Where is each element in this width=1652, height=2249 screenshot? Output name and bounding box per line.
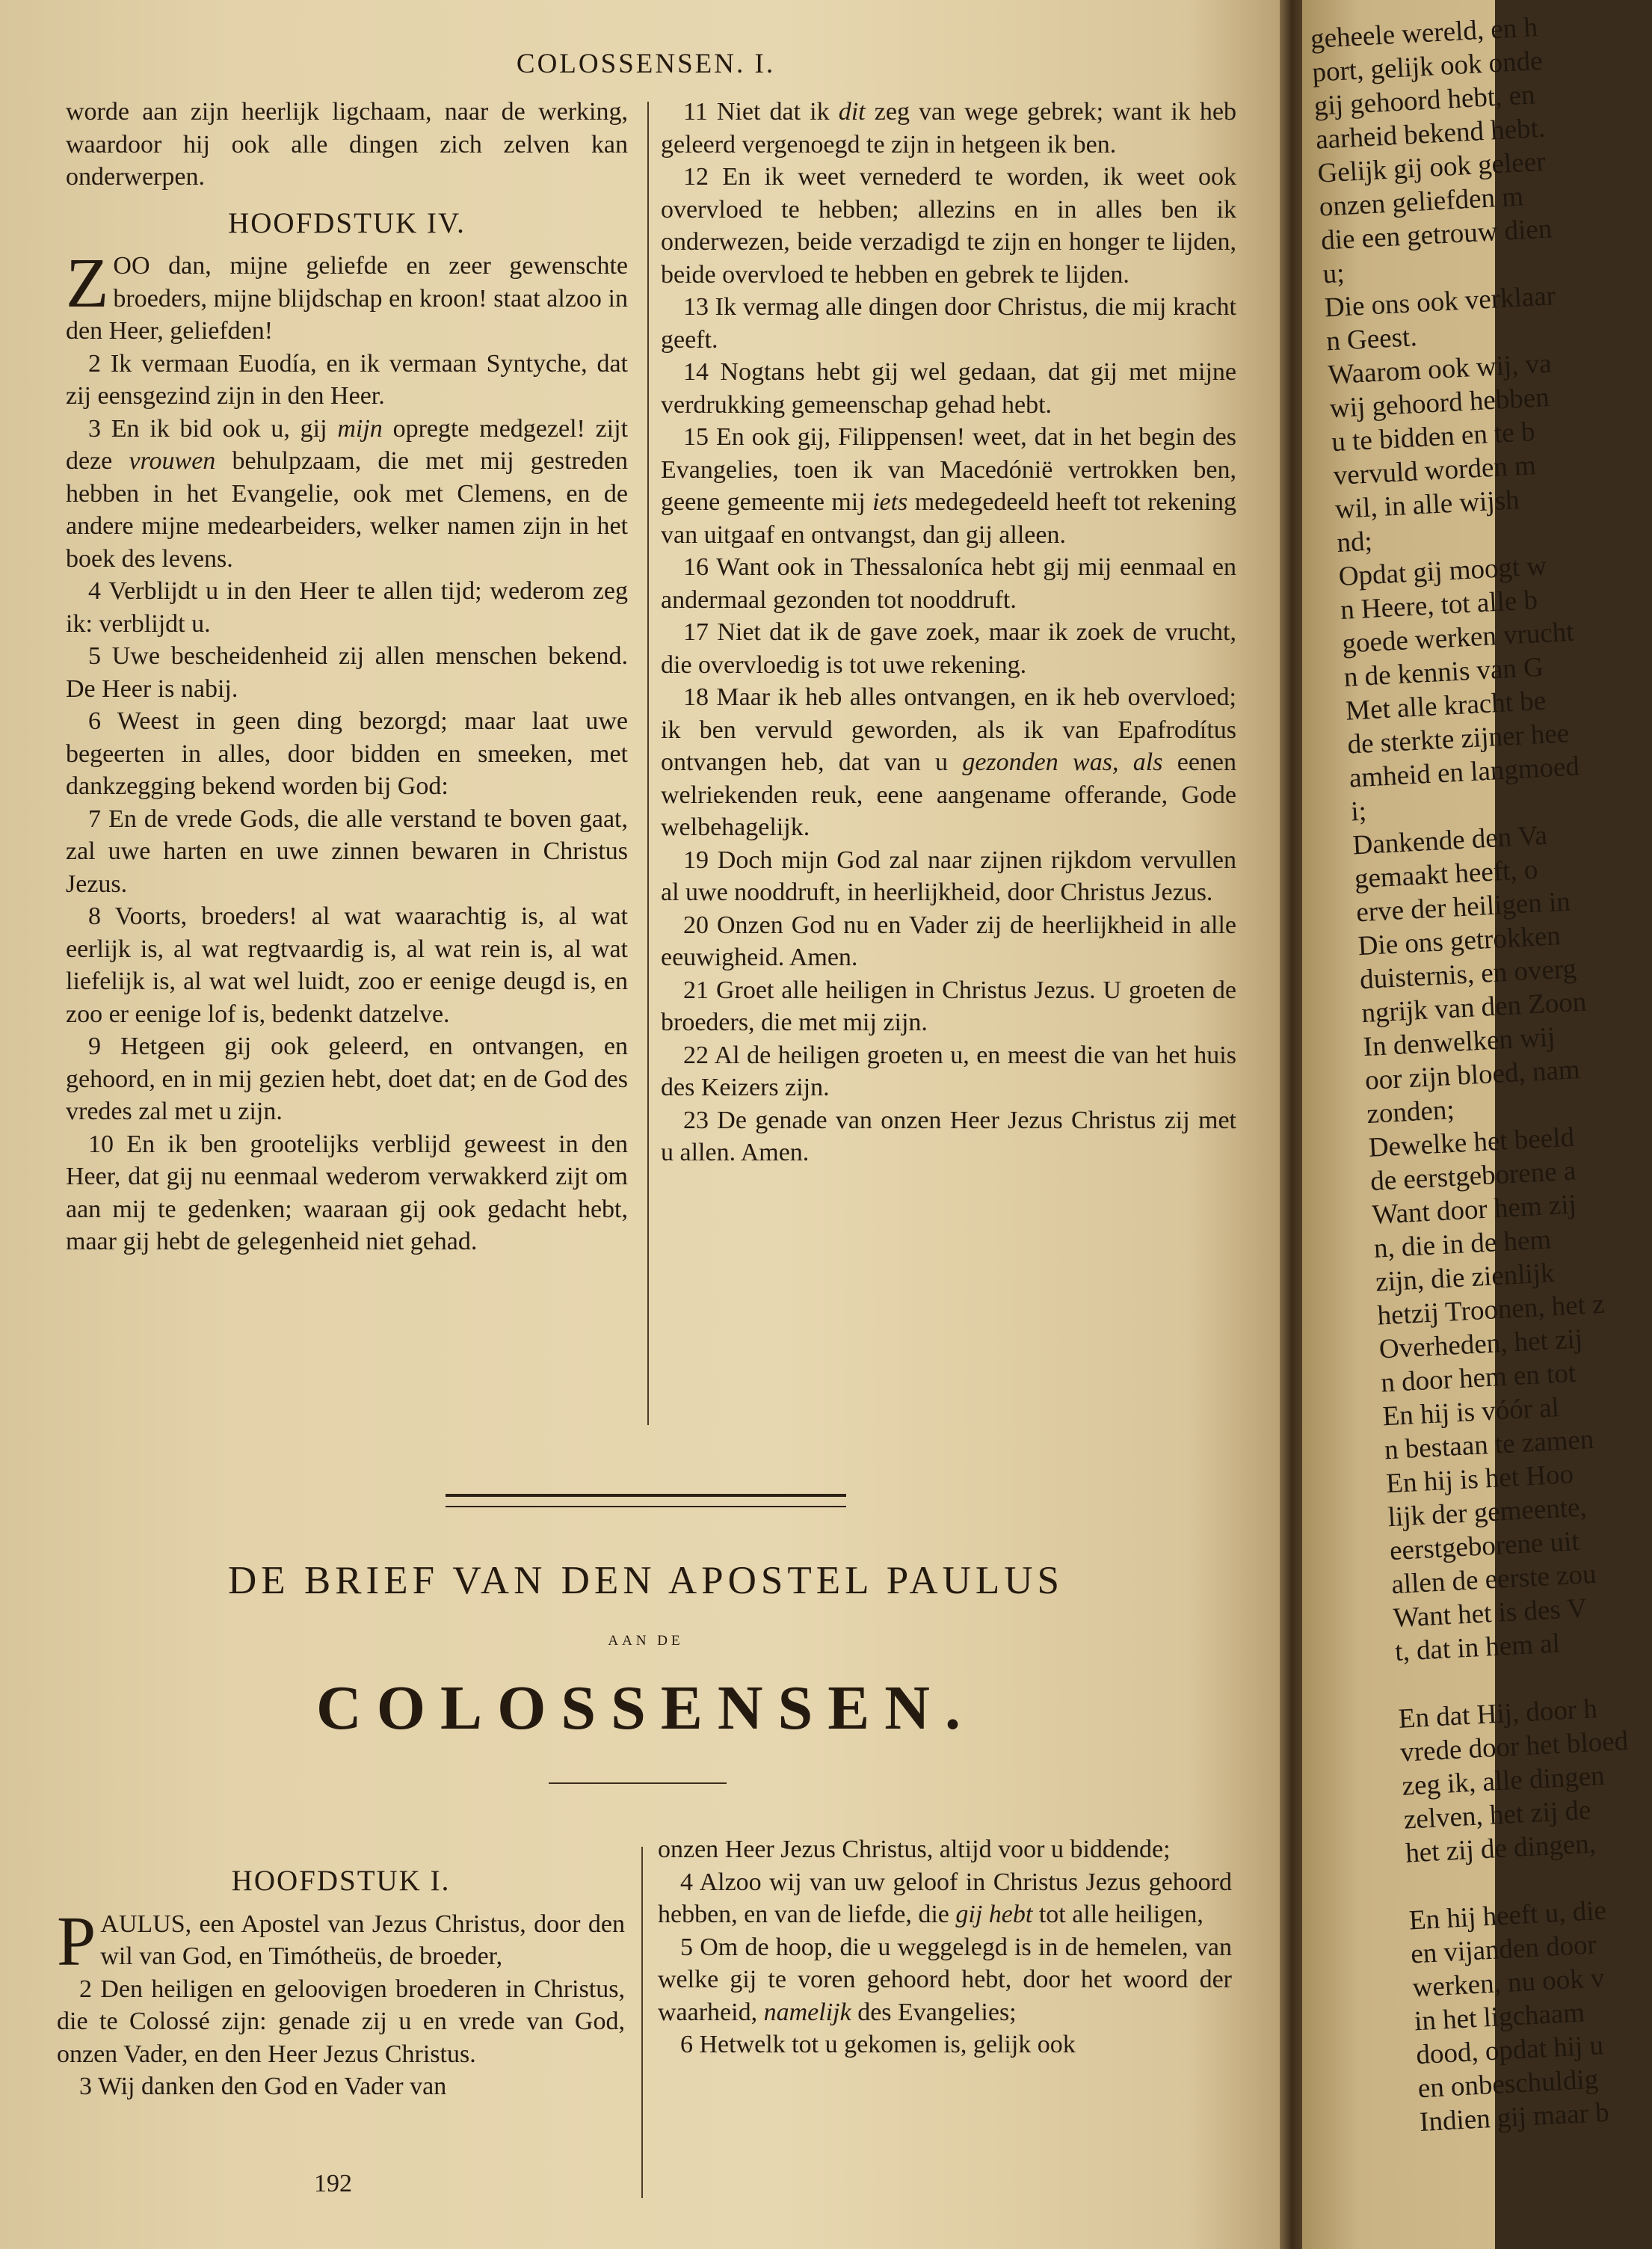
verse-text: eenen welriekenden reuk, eene aangename offerande, Gode welbehagelijk. <box>661 748 1237 841</box>
facing-page-line: vervuld worden m <box>1332 449 1537 492</box>
column-bottom-right <box>658 1833 1232 2207</box>
facing-page-line: gemaakt heeft, o <box>1353 854 1539 895</box>
italic-word: gij hebt <box>955 1901 1033 1928</box>
facing-page-line: allen de eerste zou <box>1390 1558 1597 1601</box>
facing-page-line: het zij de dingen, <box>1405 1828 1597 1869</box>
verse-20: 20 Onzen God nu en Vader zij de heerlijkheid in alle eeuwigheid. Amen. <box>661 911 1236 971</box>
epistle-title-aan: AAN DE <box>608 1633 684 1649</box>
facing-page-line: duisternis, en overg <box>1359 953 1577 996</box>
facing-page-line: vrede door het bloed <box>1399 1725 1630 1768</box>
verse-1 <box>57 1902 625 1981</box>
verse-5: 5 Uwe bescheidenheid zij allen menschen bekend. De Heer is nabij. <box>66 642 628 703</box>
facing-page-line: nd; <box>1336 526 1373 559</box>
running-head: COLOSSENSEN. I. <box>516 49 776 79</box>
facing-page-line: hetzij Troonen, het z <box>1376 1288 1606 1332</box>
italic-word: dit <box>838 98 866 126</box>
verse-13: 13 Ik vermag alle dingen door Christus, die mij kracht geeft. <box>661 293 1236 354</box>
verse-18 <box>661 681 1236 844</box>
facing-page-line: n Heere, tot alle b <box>1340 585 1538 626</box>
verse-text: 5 Om de hoop, die u weggelegd is in de hemelen, van welke gij te voren gehoord hebt, door het woord der waarheid, <box>658 1933 1232 2026</box>
verse-12: 12 En ik weet vernederd te worden, ik weet ook overvloed te hebben; allezins en in alles ben ik onderwezen, beide verzadigd te zijn en honger te lijden, beide overvloed te hebben en gebrek te lijden. <box>661 163 1236 289</box>
facing-page-line: Met alle kracht be <box>1345 685 1547 727</box>
facing-page <box>1302 0 1630 2249</box>
verse-7: 7 En de vrede Gods, die alle verstand te boven gaat, zal uwe harten en uwe zinnen bewaren in Christus Jezus. <box>66 804 628 898</box>
verse-23: 23 De genade van onzen Heer Jezus Christus zij met u allen. Amen. <box>661 1106 1236 1166</box>
column-top-right <box>661 96 1236 1434</box>
facing-page-line: eerstgeborene uit <box>1389 1525 1580 1567</box>
facing-page-line: werken, nu ook v <box>1411 1962 1606 2004</box>
verse-text: 11 Niet dat ik <box>683 98 830 126</box>
verse-text: 18 Maar ik heb alles ontvangen, en ik heb overvloed; ik ben vervuld geworden, als ik van Epafrodítus ontvangen heb, dat van u <box>661 683 1236 776</box>
verse-continuation: onzen Heer Jezus Christus, altijd voor u biddende; <box>658 1836 1171 1863</box>
verse-22: 22 Al de heiligen groeten u, en meest die van het huis des Keizers zijn. <box>661 1041 1236 1101</box>
verse-6: 6 Hetwelk tot u gekomen is, gelijk ook <box>680 2031 1076 2058</box>
verse-text: opregte medgezel! zijt deze <box>66 414 629 475</box>
verse-text: 15 En ook gij, Filippensen! weet, dat in het begin des Evangelies, toen ik van Macedónië vertrokken ben, geene gemeente mij <box>661 423 1236 516</box>
facing-page-line: amheid en langmoed <box>1348 751 1580 794</box>
facing-page-line: port, gelijk ook onde <box>1311 45 1544 88</box>
italic-word: als <box>1132 748 1163 776</box>
column-divider <box>641 1847 643 2198</box>
verse-2: 2 Den heiligen en geloovigen broederen in Christus, die te Colossé zijn: genade zij u en vrede van God, onzen Vader, en den Heer Jezus Christus. <box>57 1975 625 2068</box>
facing-page-line: onzen geliefden m <box>1318 181 1524 223</box>
verse-11 <box>661 96 1236 161</box>
facing-page-line: En hij heeft u, die <box>1408 1895 1607 1936</box>
facing-page-text <box>1310 10 1645 2139</box>
italic-word: vrouwen <box>129 447 216 475</box>
facing-page-line: Want door hem zij <box>1371 1189 1577 1231</box>
facing-page-line: t, dat in hem al <box>1394 1628 1561 1667</box>
facing-page-line: gij gehoord hebt, en <box>1313 79 1536 122</box>
facing-page-line: Overheden, het zij <box>1378 1323 1583 1365</box>
verse-text: des Evangelies; <box>857 1998 1017 2026</box>
verse-6: 6 Weest in geen ding bezorgd; maar laat uwe begeerten in alles, door bidden en smeeken, met dankzegging bekend worden bij God: <box>66 707 628 800</box>
facing-page-line: Opdat gij moogt w <box>1337 550 1548 592</box>
verse-text: 4 Alzoo wij van uw geloof in Christus Jezus gehoord hebben, en van de liefde, die <box>658 1868 1232 1928</box>
facing-page-line: in het ligchaam <box>1414 1997 1585 2037</box>
verse-text: 3 En ik bid ook u, gij <box>88 414 327 443</box>
facing-page-line: en vijanden door <box>1410 1929 1597 1970</box>
verse-19: 19 Doch mijn God zal naar zijnen rijkdom vervullen al uwe nooddruft, in heerlijkheid, door Christus Jezus. <box>661 846 1236 906</box>
facing-page-line: n, die in de hem <box>1372 1224 1553 1264</box>
facing-page-line: aarheid bekend hebt. <box>1315 112 1547 156</box>
verse-1 <box>66 244 628 348</box>
facing-page-line: zeg ik, alle dingen <box>1401 1760 1606 1802</box>
verse-3: 3 Wij danken den God en Vader van <box>79 2073 447 2100</box>
facing-page-line: i; <box>1350 796 1367 828</box>
facing-page-line: Waarom ook wij, va <box>1327 348 1553 391</box>
facing-page-line: Die ons ook verklaar <box>1323 280 1556 324</box>
facing-page-line: oor zijn bloed, nam <box>1364 1054 1581 1097</box>
page-number: 192 <box>314 2170 352 2197</box>
facing-page-line: Dewelke het beeld <box>1367 1122 1575 1163</box>
verse-text: OO dan, mijne geliefde en zeer gewenschte broeders, mijne blijdschap en kroon! staat alzoo in den Heer, geliefden! <box>66 252 628 345</box>
column-divider <box>647 102 649 1425</box>
column-bottom-left <box>57 1851 625 2225</box>
verse-4: 4 Verblijdt u in den Heer te allen tijd; wederom zeg ik: verblijdt u. <box>66 577 628 638</box>
facing-page-line: n door hem en tot <box>1380 1357 1577 1399</box>
facing-page-line: ngrijk van den Zoon <box>1360 986 1588 1030</box>
facing-page-line: Die ons getrokken <box>1357 920 1562 962</box>
facing-page-line: u te bidden en te b <box>1331 416 1536 458</box>
verse-3 <box>66 413 628 576</box>
verse-continuation: worde aan zijn heerlijk ligchaam, naar de werking, waardoor hij ook alle dingen zich zelven kan onderwerpen. <box>66 98 628 191</box>
facing-page-line: lijk der gemeente, <box>1387 1492 1588 1533</box>
verse-5 <box>658 1931 1232 2029</box>
facing-page-line: En hij is vóór al <box>1381 1392 1560 1433</box>
facing-page-line: Indien gij maar b <box>1419 2096 1610 2138</box>
drop-cap: Z <box>66 244 109 322</box>
epistle-title-line: DE BRIEF VAN DEN APOSTEL PAULUS <box>227 1559 1064 1602</box>
facing-page-line: en onbeschuldig <box>1417 2064 1600 2105</box>
verse-2: 2 Ik vermaan Euodía, en ik vermaan Syntyche, dat zij eensgezind zijn in den Heer. <box>66 349 628 410</box>
chapter-heading-iv: HOOFDSTUK IV. <box>228 206 466 239</box>
chapter-heading-i: HOOFDSTUK I. <box>231 1865 451 1897</box>
facing-page-line: wij gehoord hebben <box>1329 381 1550 425</box>
verse-text: medegedeeld heeft tot rekening van uitgaaf en ontvangst, dan gij alleen. <box>661 488 1237 549</box>
facing-page-line: die een getrouw dien <box>1320 213 1553 256</box>
facing-page-line: geheele wereld, en h <box>1310 12 1538 55</box>
facing-page-line: Want het is des V <box>1392 1593 1588 1634</box>
verse-21: 21 Groet alle heiligen in Christus Jezus. U groeten de broeders, die met mij zijn. <box>661 976 1236 1036</box>
facing-page-line: de sterkte zijner hee <box>1346 718 1571 760</box>
italic-word: mijn <box>337 414 383 443</box>
facing-page-line: n de kennis van G <box>1343 651 1544 693</box>
facing-page-line: n bestaan te zamen <box>1384 1424 1595 1466</box>
facing-page-line: zijn, die zienlijk <box>1375 1258 1556 1298</box>
drop-cap: P <box>57 1902 96 1981</box>
title-rule <box>549 1782 727 1784</box>
facing-page-line: Gelijk gij ook geleer <box>1316 146 1547 189</box>
facing-page-line: Dankende den Va <box>1352 819 1548 861</box>
facing-page-line: n Geest. <box>1325 321 1418 357</box>
facing-page-line: zelven, het zij de <box>1402 1794 1592 1836</box>
facing-page-line: de eerstgeborene a <box>1369 1155 1577 1197</box>
verse-text: behulpzaam, die met mij gestreden hebben in het Evangelie, ook met Clemens, en de andere mijne medearbeiders, welker namen zijn in het boek des levens. <box>66 447 629 573</box>
facing-page-line: En dat Hij, door h <box>1397 1693 1598 1735</box>
verse-4 <box>658 1866 1232 1931</box>
verse-8: 8 Voorts, broeders! al wat waarachtig is, al wat eerlijk is, al wat regtvaardig is, al wat rein is, al wat liefelijk is, al wat wel luidt, zoo er eenige deugd is, en zoo er eenige lof is, bedenkt datzelve. <box>66 902 628 1028</box>
verse-15 <box>661 421 1236 551</box>
facing-page-line: En hij is het Hoo <box>1385 1459 1574 1500</box>
facing-page-line: erve der heiligen in <box>1355 886 1571 929</box>
verse-10: 10 En ik ben grootelijks verblijd geweest in den Heer, dat gij nu eenmaal wederom verwakkerd zijt om aan mij te gedenken; waaraan gij ook gedacht hebt, maar gij hebt de gelegenheid niet gehad. <box>66 1130 628 1255</box>
verse-text: zeg van wege gebrek; want ik heb geleerd vergenoegd te zijn in hetgeen ik ben. <box>661 98 1237 159</box>
italic-word: gezonden was, <box>962 748 1119 776</box>
italic-word: iets <box>872 488 908 516</box>
verse-17: 17 Niet dat ik de gave zoek, maar ik zoek de vrucht, die overvloedig is tot uwe rekening. <box>661 618 1236 679</box>
verse-9: 9 Hetgeen gij ook geleerd, en ontvangen, en gehoord, en in mij gezien hebt, doet dat; en de God des vredes zal met u zijn. <box>66 1033 628 1125</box>
facing-page-line: In denwelken wij <box>1362 1021 1556 1063</box>
column-top-left <box>66 96 628 1434</box>
verse-text: AULUS, een Apostel van Jezus Christus, door den wil van God, en Timótheüs, de broeder, <box>100 1910 625 1970</box>
verse-16: 16 Want ook in Thessaloníca hebt gij mij eenmaal en andermaal gezonden tot nooddruft. <box>661 553 1236 614</box>
italic-word: namelijk <box>763 1998 851 2026</box>
facing-page-line: wil, in alle wijsh <box>1334 484 1520 526</box>
facing-page-line: goede werken vrucht <box>1341 616 1575 659</box>
facing-page-line: zonden; <box>1366 1094 1455 1130</box>
epistle-title-main: COLOSSENSEN. <box>316 1673 976 1743</box>
facing-page-line: u; <box>1322 258 1346 290</box>
verse-text: tot alle heiligen, <box>1038 1901 1203 1928</box>
facing-page-line: dood, opdat hij u <box>1415 2030 1604 2071</box>
ornamental-rule <box>446 1494 846 1507</box>
verse-14: 14 Nogtans hebt gij wel gedaan, dat gij met mijne verdrukking gemeenschap gehad hebt. <box>661 358 1236 419</box>
